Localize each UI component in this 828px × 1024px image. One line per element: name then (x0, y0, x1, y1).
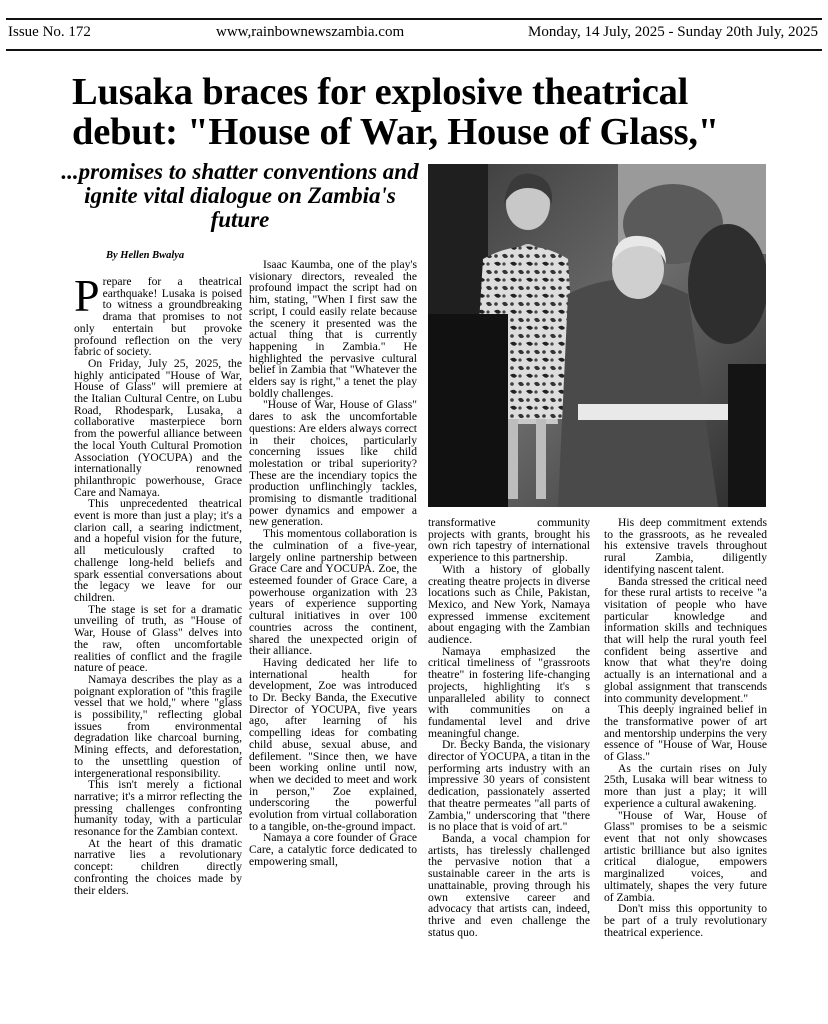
paragraph: Banda stressed the critical need for these rural artists to receive "a visitation of people who have particular knowledge and information skills and techniques that will help the rural youth feel confident being assertive and know that what they're doing actually is an international and a global assignment that transcends into community development." (604, 574, 767, 705)
paragraph: On Friday, July 25, 2025, the highly anticipated "House of War, House of Glass" will premiere at the Italian Cultural Centre, on Lubu Road, Rhodespark, Lusaka, a collaborative masterpiece born from the powerful alliance between the local Youth Cultural Promotion Association (YOCUPA) and the internationally renowned philanthropic powerhouse, Grace Care and Namaya. (74, 356, 242, 499)
article-column-3 (428, 517, 590, 938)
drop-cap: P (74, 270, 100, 321)
paragraph: Namaya describes the play as a poignant exploration of "this fragile vessel that we hold," where "glass is possibility," reflecting global issues from environmental degradation like charcoal burning, Mining effects, and deforestation, to the unsettling question of intergenerational responsibility. (74, 672, 242, 780)
headline: Lusaka braces for explosive theatrical debut: "House of War, House of Glass," (72, 71, 719, 153)
paragraph: Having dedicated her life to international health for development, Zoe was introduced to Dr. Becky Banda, the Executive Director of YOCUPA, five years ago, after learning of his compelling ideas for combating child abuse, sexual abuse, and defilement. "Since then, we have been working online until now, when we decided to meet and work in person," Zoe explained, underscoring the powerful evolution from virtual collaboration to a tangible, on-the-ground impact. (249, 655, 417, 833)
paragraph: repare for a theatrical earthquake! Lusaka is poised to witness a groundbreaking drama that promises to not only entertain but provoke profound reflection on the very fabric of society. (74, 275, 242, 359)
paragraph: transformative community projects with grants, brought his own rich tapestry of international experience to this partnership. (428, 516, 590, 565)
paragraph: Namaya emphasized the critical timeliness of "grassroots theatre" in fostering life-changing projects, highlighting it's s unparalleled ability to connect with communities on a fundamental level and drive meaningful change. (428, 644, 590, 740)
website-url: www,rainbownewszambia.com (216, 24, 405, 40)
paragraph: His deep commitment extends to the grassroots, as he revealed his extensive travels throughout rural Zambia, diligently identifying nascent talent. (604, 516, 767, 576)
paragraph: Dr. Becky Banda, the visionary director of YOCUPA, a titan in the performing arts industry with an impressive 30 years of consistent dedication, passionately asserted that theatre permeates "all parts of Zambia," underscoring that "there is no place that is void of art." (428, 738, 590, 834)
paragraph: This momentous collaboration is the culmination of a five-year, largely online partnership between Grace Care and YOCUPA. Zoe, the esteemed founder of Grace Care, a powerhouse organization with 23 years of experience supporting cultural initiatives in over 100 countries across the continent, shared the unexpected origin of their alliance. (249, 527, 417, 658)
subheadline: ...promises to shatter conventions and ignite vital dialogue on Zambia's future (61, 159, 419, 232)
paragraph: "House of War, House of Glass" promises to be a seismic event that not only showcases artistic brilliance but also ignites critical dialogue, empowers marginalized voices, and ultimately, shapes the very future of Zambia. (604, 808, 767, 904)
byline: By Hellen Bwalya (106, 250, 185, 261)
paragraph: This isn't merely a fictional narrative; it's a mirror reflecting the pressing challenges confronting humanity today, with a particular resonance for the Zambian context. (74, 778, 242, 839)
paragraph: This unprecedented theatrical event is more than just a play; it's a clarion call, a searing indictment, and a hopeful vision for the future, all meticulously crafted to challenge long-held beliefs and spark essential conversations about the legacy we leave for our children. (74, 497, 242, 604)
paragraph: This deeply ingrained belief in the transformative power of art and mentorship underpins the very essence of "House of War, House of Glass." (604, 703, 767, 764)
top-rule (6, 18, 822, 20)
paragraph: Isaac Kaumba, one of the play's visionary directors, revealed the profound impact the script had on him, stating, "When I first saw the script, I could easily relate because the scenery it presented was the actual thing that is currently happening in Zambia." He highlighted the pervasive cultural belief in Zambia that "Whatever the elders say is right," a tenet the play boldly challenges. (249, 258, 417, 400)
article-column-2 (249, 259, 417, 868)
paragraph: At the heart of this dramatic narrative lies a revolutionary concept: children directly confronting the choices made by their elders. (74, 836, 242, 897)
masthead-bar (8, 24, 818, 46)
paragraph: As the curtain rises on July 25th, Lusaka will bear witness to more than just a play; it will experience a cultural awakening. (604, 761, 767, 810)
paragraph: Banda, a vocal champion for artists, has tirelessly challenged the pervasive notion that a sustainable career in the arts is unattainable, proving through his own extensive career and advocacy that artists can, indeed, thrive and even challenge the status quo. (428, 831, 590, 939)
paragraph: Namaya a core founder of Grace Care, a catalytic force dedicated to empowering small, (249, 831, 417, 868)
article-column-4 (604, 517, 767, 938)
article-column-1 (74, 270, 242, 897)
paragraph: The stage is set for a dramatic unveiling of truth, as "House of War, House of Glass" delves into the raw, often uncomfortable realities of conflict and the fragile nature of peace. (74, 602, 242, 675)
paragraph: "House of War, House of Glass" dares to ask the uncomfortable questions: Are elders always correct in their choices, particularly concerning issues like child molestation or tribal superiority? These are the incendiary topics the production unflinchingly tackles, promising to dismantle traditional power dynamics and empower a new generation. (249, 398, 417, 529)
header-rule (6, 49, 822, 51)
article-photo (428, 164, 766, 507)
issue-number: Issue No. 172 (8, 24, 91, 40)
paragraph: Don't miss this opportunity to be part of a truly revolutionary theatrical experience. (604, 902, 767, 939)
paragraph: With a history of globally creating theatre projects in diverse locations such as Chile, Pakistan, Mexico, and New York, Namaya expressed immense excitement about engaging with the Zambian audience. (428, 562, 590, 647)
issue-date: Monday, 14 July, 2025 - Sunday 20th July, 2025 (528, 24, 818, 40)
